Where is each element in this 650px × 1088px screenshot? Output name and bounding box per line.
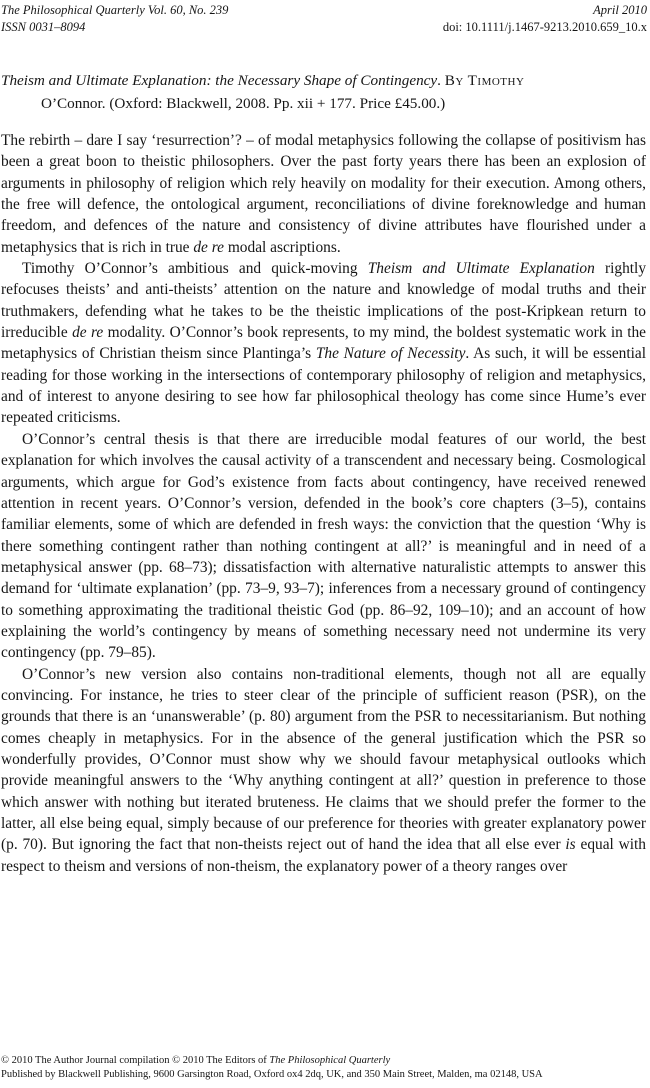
book-citation: Theism and Ultimate Explanation: the Necessary Shape of Contingency. By Timothy O’Connor. (Oxford: Blackwell, 2008. Pp. xii + 177. Price £45.00.) bbox=[1, 72, 525, 112]
paragraph-2: Timothy O’Connor’s ambitious and quick-moving Theism and Ultimate Explanation rightly refocuses theists’ and anti-theists’ attention on the nature and knowledge of modal truths and their truthmakers, defending what he takes to be the theistic implications of the post-Kripkean return to irreducible de re modality. O’Connor’s book represents, to my mind, the boldest systematic work in the metaphysics of Christian theism since Plantinga’s The Nature of Necessity. As such, it will be essential reading for those working in the intersections of contemporary philosophy of religion and metaphysics, and of interest to anyone desiring to see how far philosophical theology has come since Hume’s ever repeated criticisms. bbox=[1, 260, 647, 427]
author-first-name: Timothy bbox=[467, 72, 525, 89]
paragraph-3: O’Connor’s central thesis is that there are irreducible modal features of our world, the best explanation for which involves the causal activity of a transcendent and necessary being. Cosmological arguments, which argue for God’s existence from facts about contingency, have received renewed attention in recent years. O’Connor’s version, defended in the book’s core chapters (3–5), contains familiar elements, some of which are defended in fresh ways: the conviction that the question ‘Why is there something contingent rather than nothing contingent at all?’ is meaningful and in need of a metaphysical answer (pp. 68–73); dissatisfaction with alternative naturalistic attempts to answer this demand for ‘ultimate explanation’ (pp. 73–9, 93–7); inferences from a necessary ground of contingency to something approximating the traditional theistic God (pp. 86–92, 109–10); and an account of how explaining the world’s contingency by means of something necessary need not undermine its very contingency (pp. 79–85). bbox=[1, 430, 646, 662]
author-last-name: O’Connor bbox=[41, 94, 102, 112]
paragraph-1: The rebirth – dare I say ‘resurrection’? – of modal metaphysics following the collapse of positivism has been a great boon to theistic philosophers. Over the past forty years there has been an explosion of arguments in philosophy of religion which rely heavily on modality for their execution. Among others, the free will defence, the ontological argument, reconciliations of divine foreknowledge and human freedom, and defences of the nature and consistency of divine attributes have flourished under a metaphysics that is rich in true de re modal ascriptions. bbox=[1, 132, 646, 256]
issue-date: April 2010 bbox=[593, 3, 647, 17]
copyright-line: © 2010 The Author Journal compilation © 2010 The Editors of The Philosophical Quarterly bbox=[1, 1055, 391, 1066]
issn: ISSN 0031–8094 bbox=[1, 20, 86, 34]
by-label: By bbox=[444, 72, 464, 89]
journal-volume: The Philosophical Quarterly Vol. 60, No. 239 bbox=[1, 3, 229, 17]
review-body bbox=[1, 130, 646, 877]
publisher-line: Published by Blackwell Publishing, 9600 Garsington Road, Oxford ox4 2dq, UK, and 350 Main Street, Malden, ma 02148, USA bbox=[1, 1068, 543, 1080]
book-title: Theism and Ultimate Explanation: the Necessary Shape of Contingency bbox=[1, 72, 438, 89]
doi: doi: 10.1111/j.1467-9213.2010.659_10.x bbox=[442, 20, 647, 34]
paragraph-4: O’Connor’s new version also contains non-traditional elements, though not all are equally convincing. For instance, he tries to steer clear of the principle of sufficient reason (PSR), on the grounds that there is an ‘unanswerable’ (p. 80) argument from the PSR to necessitarianism. But nothing comes cheaply in metaphysics. For in the absence of the general justification which the PSR so wonderfully provides, O’Connor must show why we should favour metaphysical outlooks which provide meaningful answers to the ‘Why anything contingent at all?’ question in preference to those which answer with nothing but iterated bruteness. He claims that we should prefer the former to the latter, all else being equal, simply because of our preference for theories with greater explanatory power (p. 70). But ignoring the fact that non-theists reject out of hand the idea that all else ever is equal with respect to theism and versions of non-theism, the explanatory power of a theory ranges over bbox=[1, 665, 646, 875]
page-footer bbox=[1, 1054, 646, 1081]
publication-details: (Oxford: Blackwell, 2008. Pp. xii + 177. Price £45.00.) bbox=[109, 94, 446, 112]
